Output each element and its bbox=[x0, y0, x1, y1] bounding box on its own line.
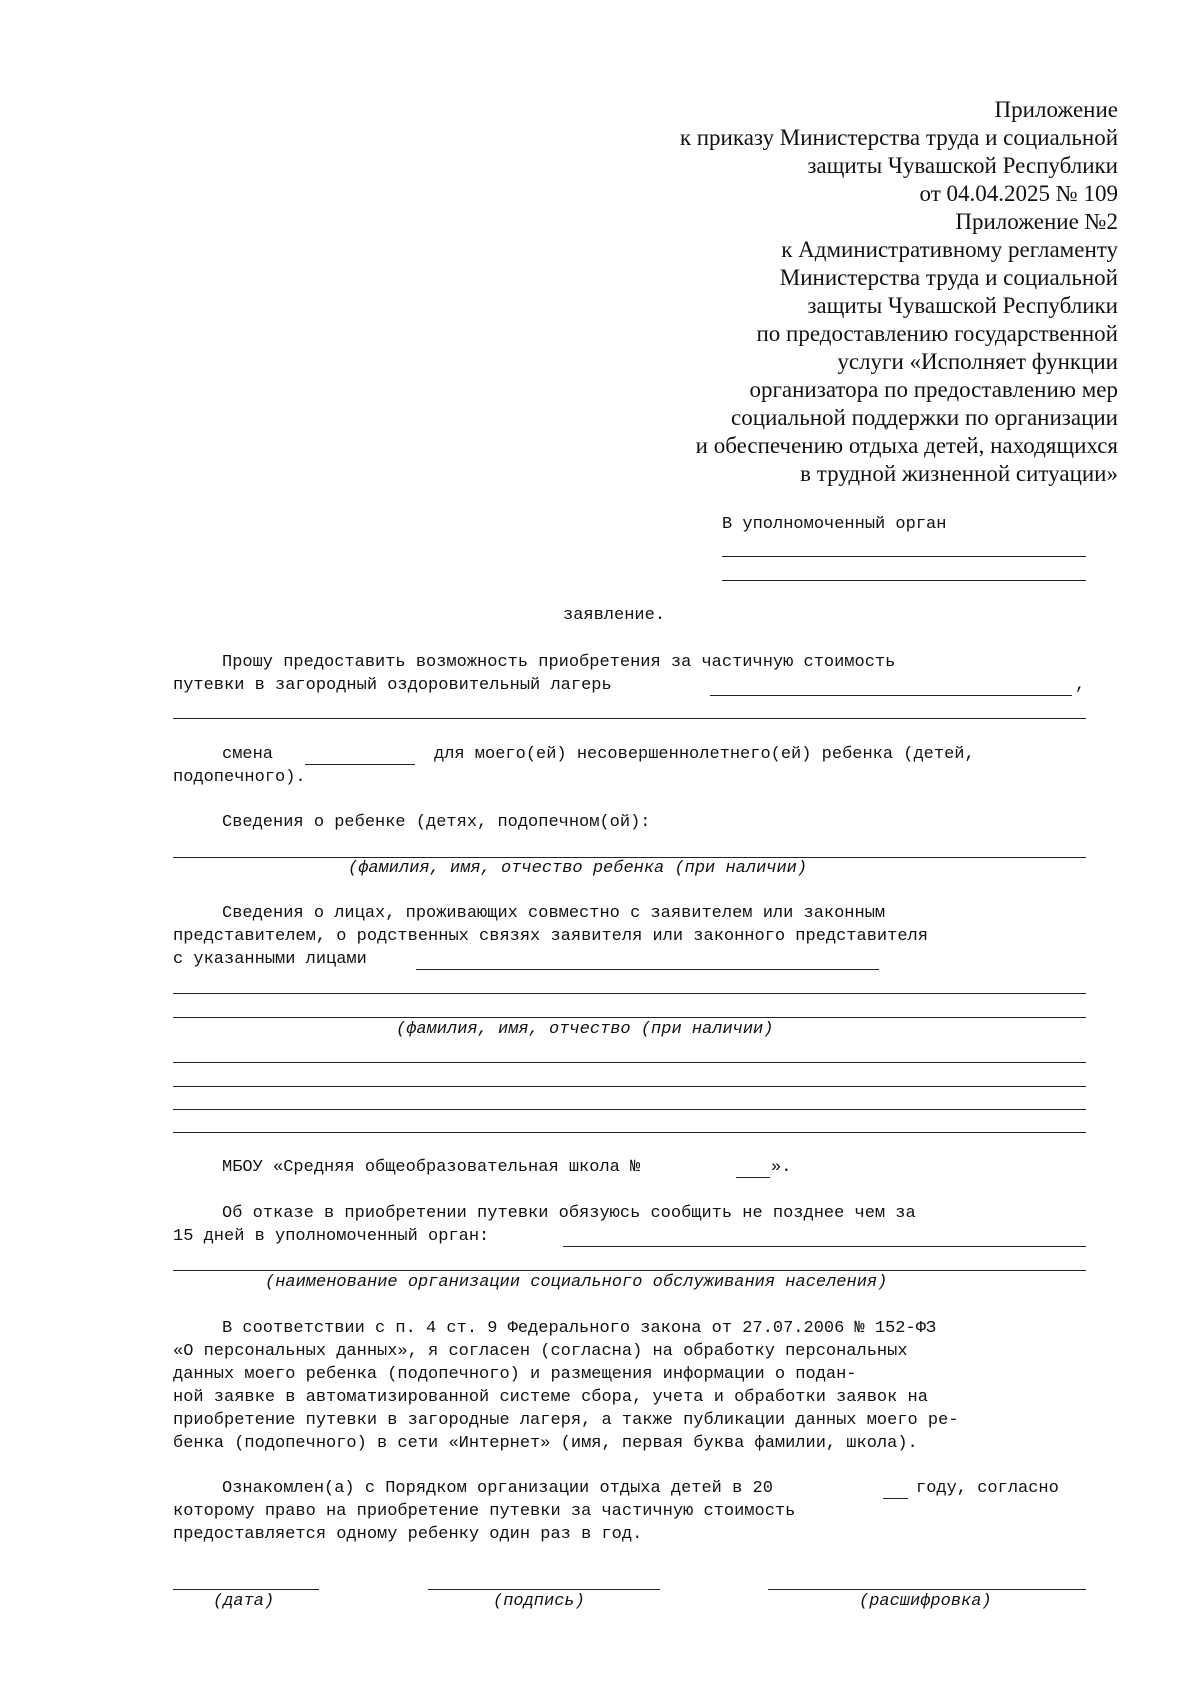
persons-caption: (фамилия, имя, отчество (при наличии) bbox=[396, 1020, 774, 1039]
acquainted-line-3: предоставляется одному ребенку один раз в год. bbox=[173, 1525, 643, 1544]
consent-line: приобретение путевки в загородные лагеря, а также публикации данных моего ре- bbox=[173, 1411, 959, 1430]
document-title: заявление. bbox=[563, 606, 666, 625]
persons-field-6[interactable] bbox=[173, 1132, 1086, 1133]
header-line: от 04.04.2025 № 109 bbox=[919, 181, 1118, 206]
header-line: услуги «Исполняет функции bbox=[837, 349, 1118, 374]
consent-line: В соответствии с п. 4 ст. 9 Федерального закона от 27.07.2006 № 152-ФЗ bbox=[222, 1319, 937, 1338]
camp-name-field-continued[interactable] bbox=[173, 718, 1086, 719]
persons-info-line-2: представителем, о родственных связях заявителя или законного представителя bbox=[173, 927, 928, 946]
acquainted-line-2: которому право на приобретение путевки за частичную стоимость bbox=[173, 1502, 796, 1521]
refusal-line-2: 15 дней в уполномоченный орган: bbox=[173, 1227, 490, 1246]
school-suffix: ». bbox=[771, 1158, 792, 1177]
header-line: Приложение №2 bbox=[955, 209, 1118, 234]
addressee-field-2[interactable] bbox=[722, 580, 1086, 581]
authority-caption: (наименование организации социального обслуживания населения) bbox=[265, 1273, 888, 1292]
school-number-field[interactable] bbox=[736, 1177, 770, 1178]
header-line: социальной поддержки по организации bbox=[731, 405, 1118, 430]
child-info-label: Сведения о ребенке (детях, подопечном(ой): bbox=[222, 813, 651, 832]
shift-line-2: подопечного). bbox=[173, 768, 306, 787]
signature-field[interactable] bbox=[428, 1589, 660, 1590]
decode-caption: (расшифровка) bbox=[859, 1592, 992, 1611]
header-line: к приказу Министерства труда и социальной bbox=[679, 125, 1118, 150]
signature-decode-field[interactable] bbox=[768, 1589, 1086, 1590]
consent-line: «О персональных данных», я согласен (согласна) на обработку персональных bbox=[173, 1342, 908, 1361]
consent-line: бенка (подопечного) в сети «Интернет» (имя, первая буква фамилии, школа). bbox=[173, 1434, 918, 1453]
header-line: в трудной жизненной ситуации» bbox=[800, 461, 1118, 486]
year-field[interactable] bbox=[883, 1498, 908, 1499]
date-field[interactable] bbox=[173, 1589, 319, 1590]
persons-field-2[interactable] bbox=[173, 1017, 1086, 1018]
persons-info-line-3: с указанными лицами bbox=[173, 950, 367, 969]
acquainted-line-1b: году, согласно bbox=[916, 1479, 1059, 1498]
authority-field[interactable] bbox=[563, 1246, 1086, 1247]
request-line-2: путевки в загородный оздоровительный лагерь bbox=[173, 676, 612, 695]
shift-label: смена bbox=[222, 745, 274, 764]
persons-field-4[interactable] bbox=[173, 1086, 1086, 1087]
request-comma: , bbox=[1075, 676, 1086, 695]
header-line: к Административному регламенту bbox=[781, 237, 1118, 262]
header-line: по предоставлению государственной bbox=[756, 321, 1118, 346]
child-name-caption: (фамилия, имя, отчество ребенка (при наличии) bbox=[348, 859, 808, 878]
camp-name-field[interactable] bbox=[710, 695, 1072, 696]
consent-line: данных моего ребенка (подопечного) и размещения информации о подан- bbox=[173, 1365, 857, 1384]
persons-field-inline[interactable] bbox=[416, 969, 879, 970]
addressee-label: В уполномоченный орган bbox=[722, 515, 947, 534]
authority-field-continued[interactable] bbox=[173, 1270, 1086, 1271]
header-line: защиты Чувашской Республики bbox=[807, 153, 1118, 178]
acquainted-line-1a: Ознакомлен(а) с Порядком организации отдыха детей в 20 bbox=[222, 1479, 773, 1498]
header-line: защиты Чувашской Республики bbox=[807, 293, 1118, 318]
header-line: Приложение bbox=[994, 97, 1118, 122]
consent-line: ной заявке в автоматизированной системе сбора, учета и обработки заявок на bbox=[173, 1388, 928, 1407]
date-caption: (дата) bbox=[213, 1592, 275, 1611]
school-prefix: МБОУ «Средняя общеобразовательная школа № bbox=[222, 1158, 641, 1177]
persons-field-3[interactable] bbox=[173, 1062, 1086, 1063]
shift-rest: для моего(ей) несовершеннолетнего(ей) ребенка (детей, bbox=[434, 745, 975, 764]
header-block bbox=[558, 96, 1118, 488]
signature-caption: (подпись) bbox=[493, 1592, 585, 1611]
header-line: и обеспечению отдыха детей, находящихся bbox=[695, 433, 1118, 458]
persons-field-5[interactable] bbox=[173, 1109, 1086, 1110]
shift-field[interactable] bbox=[305, 764, 415, 765]
addressee-field-1[interactable] bbox=[722, 556, 1086, 557]
persons-field-1[interactable] bbox=[173, 993, 1086, 994]
request-line-1: Прошу предоставить возможность приобретения за частичную стоимость bbox=[222, 653, 896, 672]
refusal-line-1: Об отказе в приобретении путевки обязуюсь сообщить не позднее чем за bbox=[222, 1204, 916, 1223]
header-line: Министерства труда и социальной bbox=[779, 265, 1118, 290]
persons-info-line-1: Сведения о лицах, проживающих совместно с заявителем или законным bbox=[222, 904, 886, 923]
header-line: организатора по предоставлению мер bbox=[749, 377, 1118, 402]
